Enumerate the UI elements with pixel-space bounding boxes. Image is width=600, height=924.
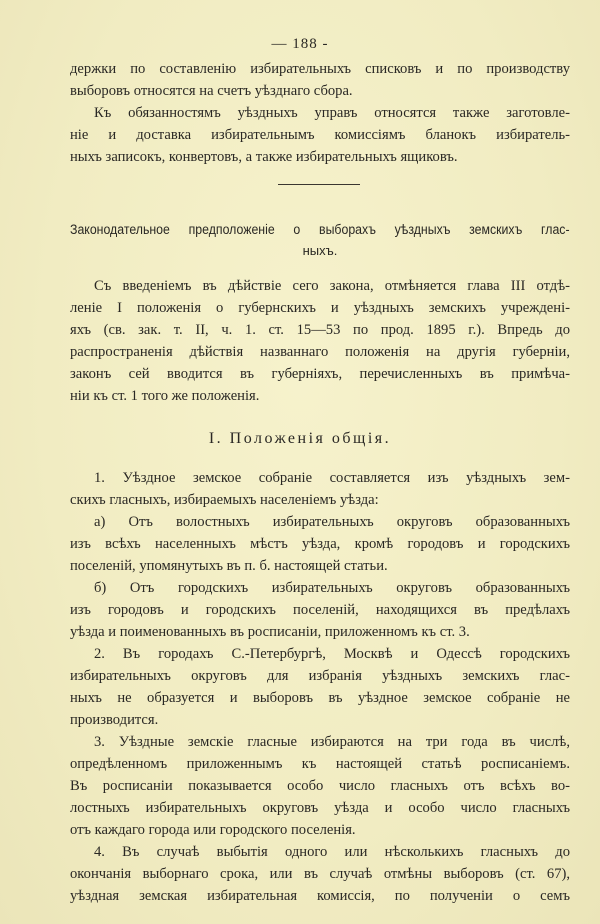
intro-line: ніи къ ст. 1 того же положенія. — [70, 388, 260, 404]
law-heading-line1: Законодательное предположеніе о выборахъ уѣздныхъ земскихъ глас- — [70, 222, 570, 237]
law-heading-line2: ныхъ. — [302, 243, 338, 258]
article-line: окончанія выборнаго срока, или въ случаѣ отмѣны выборовъ (ст. 67), — [70, 866, 570, 882]
article-line: ныхъ не образуется и выборовъ въ уѣздное земское собраніе не — [70, 690, 570, 706]
article-line: отъ каждаго города или городского поселенія. — [70, 822, 356, 838]
article-line: изъ городовъ и городскихъ поселеній, находящихся въ предѣлахъ — [70, 602, 570, 618]
article-line: производится. — [70, 712, 159, 728]
page-number: — 188 - — [271, 36, 329, 52]
article-line: избирательныхъ округовъ для избранія уѣздныхъ земскихъ глас- — [70, 668, 570, 684]
article-line: б) Отъ городскихъ избирательныхъ округовъ образованныхъ — [94, 580, 570, 596]
article-line: изъ всѣхъ населенныхъ мѣстъ уѣзда, кромѣ городовъ и городскихъ — [70, 536, 570, 552]
article-line: 3. Уѣздные земскіе гласные избираются на три года въ числѣ, — [94, 734, 570, 750]
text-line: держки по составленію избирательныхъ списковъ и по производству — [70, 61, 570, 77]
article-line: 2. Въ городахъ С.-Петербургѣ, Москвѣ и Одессѣ городскихъ — [94, 646, 570, 662]
article-line: опредѣленномъ приложеннымъ къ настоящей статьѣ росписаніемъ. — [70, 756, 570, 772]
intro-line: яхъ (св. зак. т. II, ч. 1. ст. 15—53 по прод. 1895 г.). Впредь до — [70, 322, 570, 338]
article-line: 4. Въ случаѣ выбытія одного или нѣсколькихъ гласныхъ до — [94, 844, 570, 860]
article-line: скихъ гласныхъ, избираемыхъ населеніемъ уѣзда: — [70, 492, 379, 508]
article-line: уѣздная земская избирательная комиссія, по полученіи о семъ — [70, 888, 570, 904]
text-line: выборовъ относятся на счетъ уѣзднаго сбора. — [70, 83, 353, 99]
intro-line: Съ введеніемъ въ дѣйствіе сего закона, отмѣняется глава III отдѣ- — [94, 278, 570, 294]
section-title: I. Положенія общія. — [208, 430, 392, 447]
article-line: уѣзда и поименованныхъ въ росписаніи, приложенномъ къ ст. 3. — [70, 624, 470, 640]
text-line: Къ обязанностямъ уѣздныхъ управъ относятся также заготовле- — [94, 105, 570, 121]
text-line: ніе и доставка избирательнымъ комиссіямъ бланокъ избиратель- — [70, 127, 570, 143]
intro-line: законъ сей вводится въ губерніяхъ, перечисленныхъ въ примѣча- — [70, 366, 570, 382]
intro-line: распространенія дѣйствія названнаго положенія на другія губерніи, — [70, 344, 570, 360]
article-line: поселеній, упомянутыхъ въ п. б. настоящей статьи. — [70, 558, 388, 574]
article-line: лостныхъ избирательныхъ округовъ уѣзда и особо число гласныхъ — [70, 800, 570, 816]
text-line: ныхъ записокъ, конвертовъ, а также избирательныхъ ящиковъ. — [70, 149, 458, 165]
article-line: Въ росписаніи показывается особо число гласныхъ отъ всѣхъ во- — [70, 778, 570, 794]
article-line: а) Отъ волостныхъ избирательныхъ округовъ образованныхъ — [94, 514, 570, 530]
section-divider — [278, 184, 360, 185]
article-line: 1. Уѣздное земское собраніе составляется изъ уѣздныхъ зем- — [94, 470, 570, 486]
intro-line: леніе I положенія о губернскихъ и уѣздныхъ земскихъ учреждені- — [70, 300, 570, 316]
